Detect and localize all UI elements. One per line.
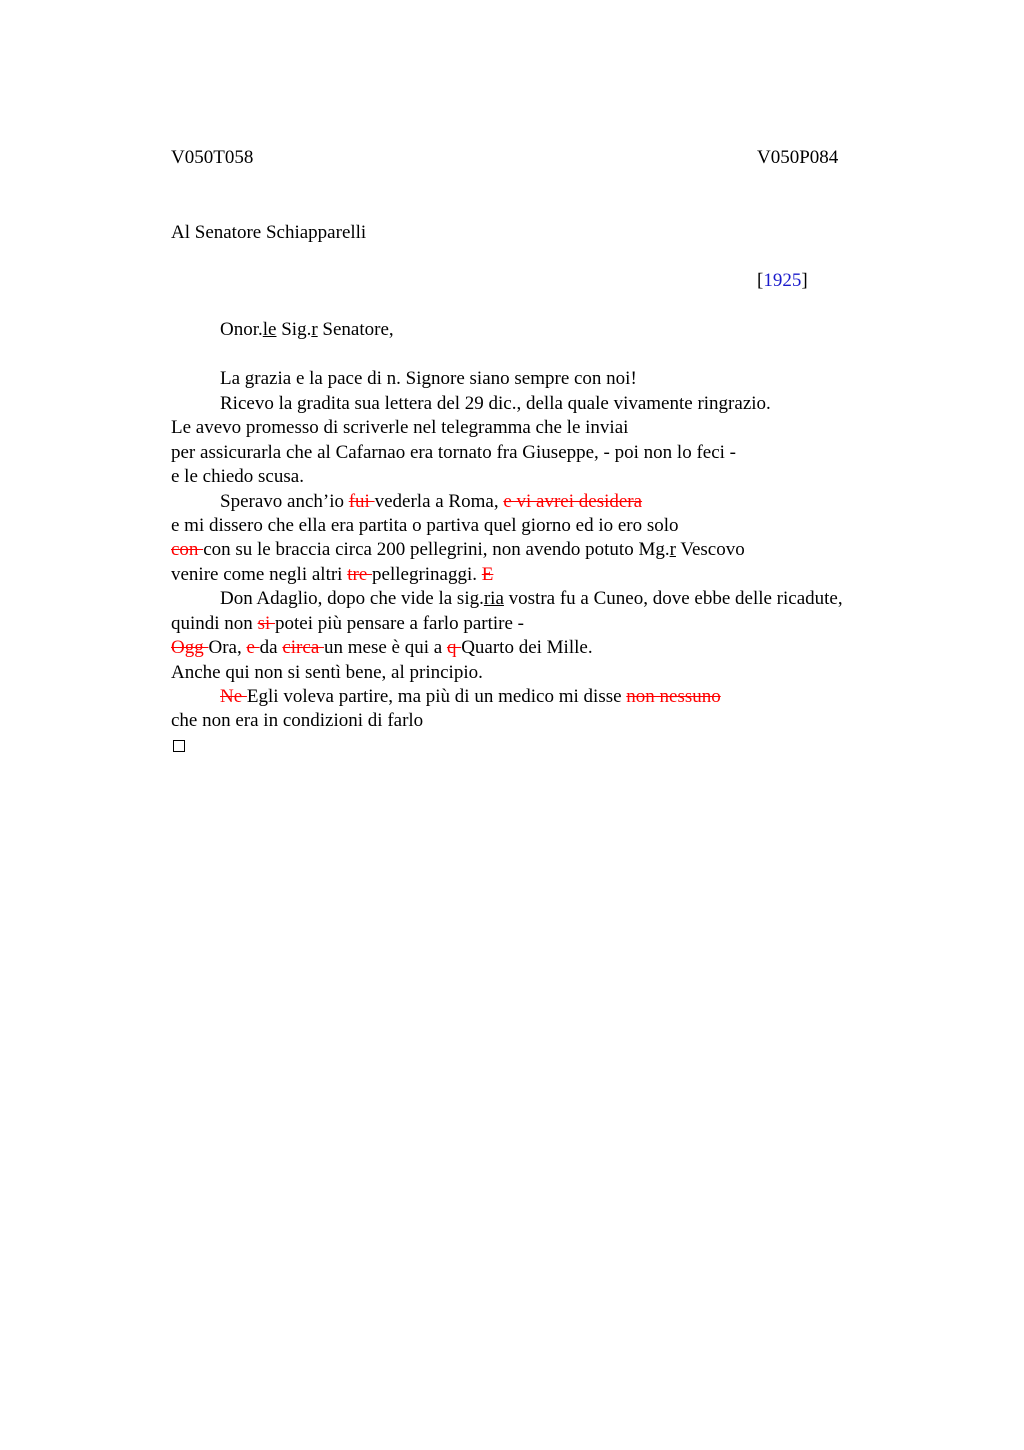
salutation: Onor.le Sig.r Senatore,	[220, 319, 394, 340]
deleted-text: e	[246, 637, 260, 658]
text-line-14: Ne Egli voleva partire, ma più di un medico mi disse non nessuno	[220, 686, 721, 707]
deleted-text: q	[446, 637, 462, 658]
text-line-9: venire come negli altri tre pellegrinaggi. E	[171, 564, 494, 585]
text-line-15: che non era in condizioni di farlo	[171, 710, 424, 731]
document-code-right: V050P084	[757, 147, 839, 168]
document-code-left: V050T058	[171, 147, 254, 168]
date-year: 1925	[763, 270, 802, 291]
deleted-text: con	[171, 539, 204, 560]
end-mark-box-icon	[173, 734, 185, 758]
text-line-1: La grazia e la pace di n. Signore siano sempre con noi!	[220, 368, 637, 389]
deleted-text: tre	[347, 564, 373, 585]
recipient-line: Al Senatore Schiapparelli	[171, 222, 367, 243]
text-line-8: con con su le braccia circa 200 pellegrini, non avendo potuto Mg.r Vescovo	[171, 539, 745, 560]
letter-date	[757, 269, 808, 293]
date-bracket-close: ]	[801, 270, 808, 291]
text-line-3: Le avevo promesso di scriverle nel telegramma che le inviai	[171, 417, 629, 438]
deleted-text: E	[481, 564, 494, 585]
deleted-text: Ne	[220, 686, 247, 707]
deleted-text: Ogg	[171, 637, 209, 658]
deleted-text: e vi avrei desidera	[503, 491, 643, 512]
text-line-7: e mi dissero che ella era partita o partiva quel giorno ed io ero solo	[171, 515, 679, 536]
text-line-2: Ricevo la gradita sua lettera del 29 dic., della quale vivamente ringrazio.	[220, 393, 771, 414]
deleted-text: fui	[348, 491, 375, 512]
text-line-4: per assicurarla che al Cafarnao era tornato fra Giuseppe, - poi non lo feci -	[171, 442, 736, 463]
text-line-10: Don Adaglio, dopo che vide la sig.ria vostra fu a Cuneo, dove ebbe delle ricadute,	[220, 588, 843, 609]
deleted-text: circa	[282, 637, 324, 658]
text-line-13: Anche qui non si sentì bene, al principio.	[171, 662, 483, 683]
text-line-5: e le chiedo scusa.	[171, 466, 304, 487]
deleted-text: non nessuno	[626, 686, 721, 707]
text-line-12: Ogg Ora, e da circa un mese è qui a q Quarto dei Mille.	[171, 637, 593, 658]
text-line-6: Speravo anch’io fui vederla a Roma, e vi avrei desidera	[220, 491, 643, 512]
text-line-11: quindi non si potei più pensare a farlo partire -	[171, 613, 524, 634]
deleted-text: si	[257, 613, 275, 634]
date-bracket-open: [	[757, 270, 764, 291]
